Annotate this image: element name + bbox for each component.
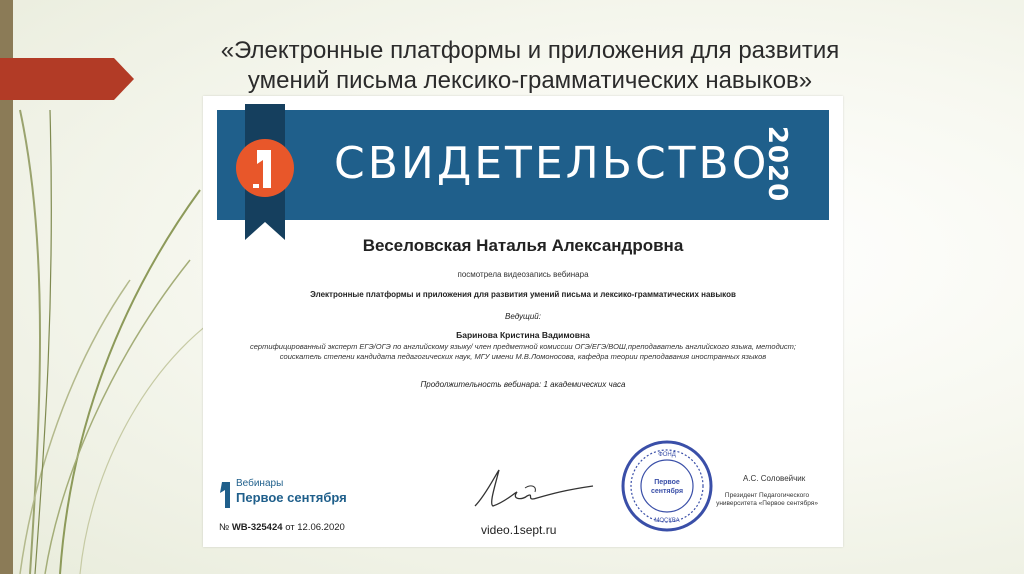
- certificate-banner: [217, 110, 829, 220]
- recipient-name: Веселовская Наталья Александровна: [362, 236, 684, 255]
- webinar-duration: Продолжительность вебинара: 1 академических часа: [420, 380, 626, 389]
- number-date: от 12.06.2020: [285, 522, 345, 533]
- number-value: WB-325424: [231, 522, 283, 533]
- host-label: Ведущий:: [505, 312, 541, 321]
- host-description: сертифицированный эксперт ЕГЭ/ОГЭ по английскому языку/ член предметной комиссии ОГЭ/ЕГЭ/ВОШ,преподаватель английского языка, методист; соискатель степени кандидата педагогических наук, МГУ имени М.В.Ломоносова, кафедра теории преподавания иностранных языков: [250, 342, 796, 361]
- signer-title: Президент Педагогического университета «Первое сентября»: [716, 492, 818, 507]
- logo-line-1: Вебинары: [236, 478, 284, 489]
- slide-title-line-1: «Электронные платформы и приложения для развития: [220, 37, 840, 64]
- svg-text:сентября: сентября: [650, 488, 684, 495]
- slide-title-line-2: умений письма лексико-грамматических навыков»: [247, 67, 813, 94]
- logo-mark-icon: [219, 482, 231, 508]
- title-arrow-marker: [0, 58, 134, 100]
- slide-title: [150, 36, 910, 96]
- svg-text:ФОНД: ФОНД: [658, 452, 676, 458]
- signature-image: [465, 466, 605, 514]
- host-name: Баринова Кристина Вадимовна: [456, 330, 590, 340]
- official-stamp-icon: [621, 440, 713, 532]
- logo-line-2: Первое сентября: [236, 490, 347, 505]
- site-url: video.1sept.ru: [481, 523, 557, 537]
- certificate-image: [203, 96, 843, 547]
- certificate-heading: СВИДЕТЕЛЬСТВО: [334, 138, 770, 189]
- svg-text:МОСКВА: МОСКВА: [654, 518, 680, 524]
- certificate-year: 2020: [761, 125, 792, 203]
- number-prefix: №: [219, 522, 230, 533]
- watched-text: посмотрела видеозапись вебинара: [457, 270, 589, 279]
- signer-name: А.С. Соловейчик: [743, 474, 806, 483]
- svg-text:Первое: Первое: [654, 479, 680, 486]
- ribbon-badge-icon: [233, 104, 297, 240]
- certificate-number: [219, 522, 345, 533]
- webinar-title: Электронные платформы и приложения для развития умений письма и лексико-грамматических навыков: [310, 290, 736, 299]
